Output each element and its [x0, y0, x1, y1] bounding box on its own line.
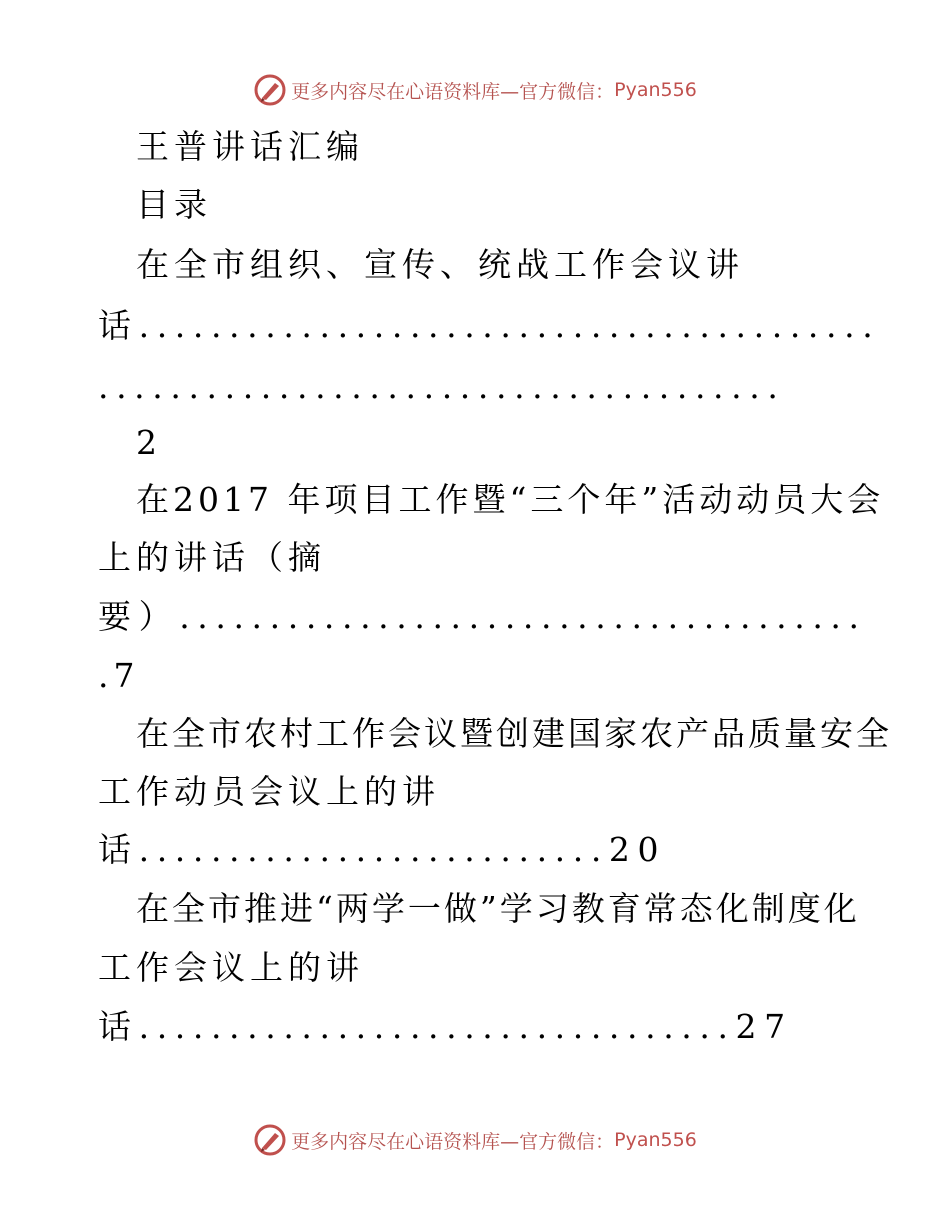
document-title: 王普讲话汇编: [136, 127, 364, 166]
toc-line: 话.........................................: [98, 306, 881, 345]
toc-page-number: .7: [98, 656, 140, 695]
toc-line: ......................................: [98, 367, 786, 406]
toc-line: 工作动员会议上的讲: [98, 772, 440, 811]
banner-wechat-id: Pyan556: [614, 79, 697, 101]
toc-line: 话..........................20: [98, 830, 667, 869]
toc-line: 在全市推进“两学一做”学习教育常态化制度化: [136, 889, 860, 928]
footer-watermark-banner: [0, 1120, 950, 1160]
toc-line: 在2017 年项目工作暨“三个年”活动动员大会: [136, 480, 885, 519]
toc-line: 话.................................27: [98, 1007, 793, 1046]
header-watermark-banner: [0, 70, 950, 110]
toc-page-number: 2: [136, 423, 162, 462]
pen-logo-icon: [253, 73, 287, 107]
toc-heading: 目录: [136, 185, 212, 224]
toc-line: 工作会议上的讲: [98, 948, 364, 987]
toc-line: 在全市农村工作会议暨创建国家农产品质量安全: [136, 714, 892, 753]
toc-line: 在全市组织、宣传、统战工作会议讲: [136, 245, 744, 284]
banner-wechat-id: Pyan556: [614, 1129, 697, 1151]
banner-text: 更多内容尽在心语资料库—官方微信：: [291, 80, 615, 103]
toc-line: 要）......................................: [98, 597, 867, 636]
banner-text: 更多内容尽在心语资料库—官方微信：: [291, 1130, 615, 1153]
toc-line: 上的讲话（摘: [98, 538, 326, 577]
pen-logo-icon: [253, 1123, 287, 1157]
